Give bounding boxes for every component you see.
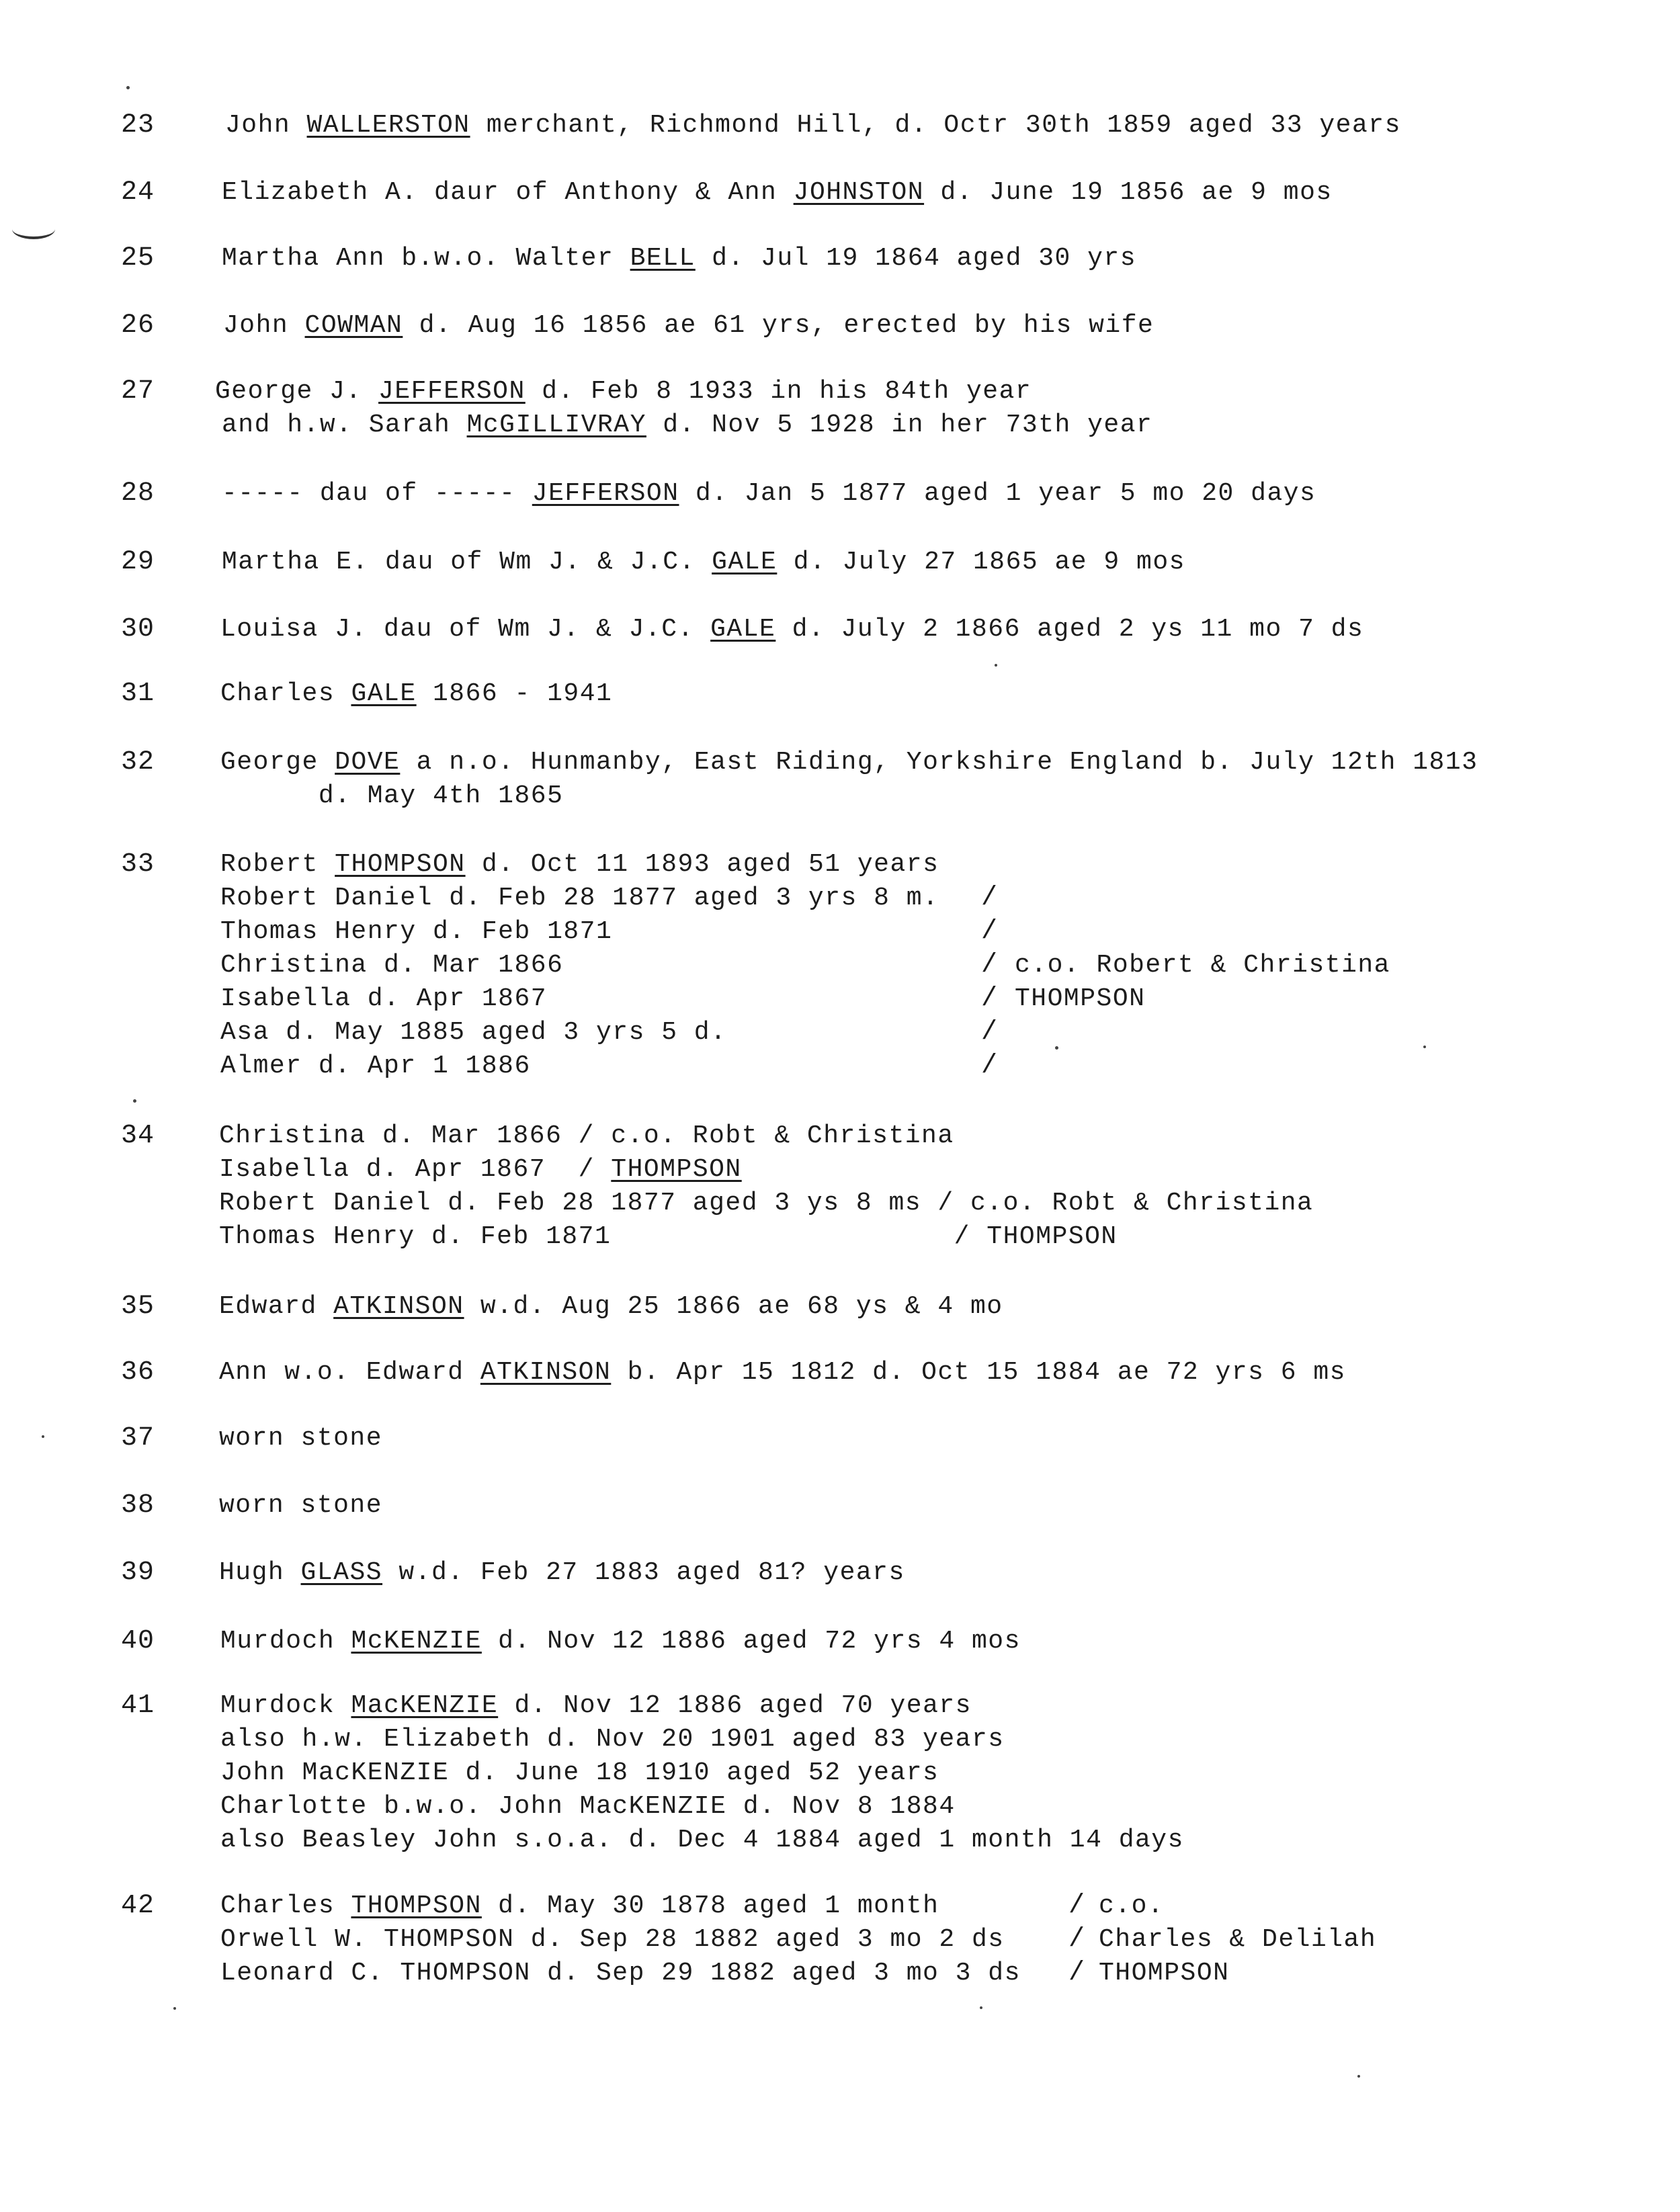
entry-number: 36 bbox=[121, 1357, 155, 1388]
line-text: Hugh bbox=[219, 1558, 301, 1587]
line-text: Murdoch bbox=[220, 1627, 351, 1656]
entry-line bbox=[222, 242, 1136, 275]
entry-line bbox=[220, 1050, 531, 1083]
line-text: John bbox=[223, 311, 305, 340]
surname: JEFFERSON bbox=[378, 377, 526, 406]
entry-line bbox=[215, 375, 1032, 409]
line-text: b. Apr 15 1812 d. Oct 15 1884 ae 72 yrs 6 ms bbox=[611, 1358, 1346, 1387]
entry-line bbox=[219, 1119, 954, 1153]
entry-line bbox=[220, 1756, 939, 1790]
line-text: d. Jul 19 1864 aged 30 yrs bbox=[695, 244, 1137, 273]
entry-line bbox=[222, 546, 1185, 579]
line-text: George bbox=[220, 748, 335, 777]
entry-line bbox=[220, 1923, 1005, 1957]
speck-mark bbox=[980, 2006, 982, 2009]
surname: GALE bbox=[351, 679, 417, 708]
entry-number: 35 bbox=[121, 1291, 155, 1322]
line-text: Almer d. Apr 1 1886 bbox=[220, 1052, 531, 1080]
line-text: d. May 4th 1865 bbox=[220, 781, 564, 810]
entry-line bbox=[220, 1889, 939, 1923]
surname: ATKINSON bbox=[480, 1358, 612, 1387]
entry-number: 24 bbox=[121, 177, 155, 208]
line-text: Charlotte b.w.o. John MacKENZIE d. Nov 8 1884 bbox=[220, 1792, 956, 1821]
entry-line bbox=[220, 882, 939, 915]
surname: BELL bbox=[630, 244, 696, 273]
line-text: Robert Daniel d. Feb 28 1877 aged 3 yrs 8 m. bbox=[220, 884, 939, 912]
line-text: and h.w. Sarah bbox=[222, 411, 467, 439]
speck-mark bbox=[133, 1099, 136, 1103]
line-text: Isabella d. Apr 1867 / bbox=[219, 1155, 612, 1184]
line-text: Martha E. dau of Wm J. & J.C. bbox=[222, 548, 712, 577]
line-text: ----- dau of ----- bbox=[222, 479, 532, 508]
surname: JEFFERSON bbox=[532, 479, 679, 508]
line-text: Isabella d. Apr 1867 bbox=[220, 984, 548, 1013]
entry-line bbox=[220, 677, 612, 711]
entry-number: 39 bbox=[121, 1558, 155, 1588]
entry-line bbox=[222, 176, 1333, 210]
entry-line bbox=[220, 613, 1363, 646]
entry-line bbox=[222, 409, 1152, 442]
line-text: Asa d. May 1885 aged 3 yrs 5 d. bbox=[220, 1018, 727, 1047]
line-text: Charles bbox=[220, 679, 351, 708]
line-text: d. July 27 1865 ae 9 mos bbox=[777, 548, 1185, 577]
surname: ATKINSON bbox=[333, 1292, 464, 1321]
entry-line bbox=[219, 1556, 905, 1590]
entry-number: 32 bbox=[121, 747, 155, 777]
line-text: also h.w. Elizabeth d. Nov 20 1901 aged 83 years bbox=[220, 1725, 1005, 1754]
line-text: w.d. Aug 25 1866 ae 68 ys & 4 mo bbox=[464, 1292, 1003, 1321]
entry-line bbox=[220, 1824, 1184, 1857]
surname: McKENZIE bbox=[351, 1627, 482, 1656]
surname: THOMPSON bbox=[335, 850, 466, 879]
line-text: merchant, Richmond Hill, d. Octr 30th 1859 aged 33 years bbox=[470, 111, 1401, 140]
entry-line bbox=[220, 1625, 1021, 1658]
entry-number: 42 bbox=[121, 1891, 155, 1921]
entry-number: 41 bbox=[121, 1691, 155, 1721]
entry-line bbox=[220, 1016, 726, 1050]
entry-line bbox=[225, 109, 1401, 142]
entry-number: 28 bbox=[121, 478, 155, 509]
line-text: Orwell W. THOMPSON d. Sep 28 1882 aged 3 mo 2 ds bbox=[220, 1925, 1005, 1954]
speck-mark bbox=[173, 2007, 176, 2010]
entry-line bbox=[223, 309, 1154, 343]
family-note: THOMPSON bbox=[1015, 984, 1146, 1013]
line-text: John bbox=[225, 111, 307, 140]
bracket-slash: / bbox=[981, 950, 998, 980]
bracket-slash: / bbox=[981, 917, 998, 947]
surname: GLASS bbox=[300, 1558, 383, 1587]
line-text: Leonard C. THOMPSON d. Sep 29 1882 aged 3 mo 3 ds bbox=[220, 1959, 1021, 1988]
entry-line bbox=[220, 949, 563, 982]
entry-number: 30 bbox=[121, 614, 155, 644]
entry-number: 26 bbox=[121, 310, 155, 341]
line-text: / THOMPSON bbox=[611, 1222, 1118, 1251]
line-text: d. May 30 1878 aged 1 month bbox=[481, 1891, 939, 1920]
line-text: d. Jan 5 1877 aged 1 year 5 mo 20 days bbox=[679, 479, 1316, 508]
family-note: c.o. Robert & Christina bbox=[1015, 951, 1390, 980]
line-text: d. Nov 5 1928 in her 73th year bbox=[646, 411, 1153, 439]
surname: GALE bbox=[712, 548, 778, 577]
line-text: Louisa J. dau of Wm J. & J.C. bbox=[220, 615, 711, 644]
line-text: Murdock bbox=[220, 1691, 351, 1720]
surname: McGILLIVRAY bbox=[466, 411, 646, 439]
line-text: Edward bbox=[219, 1292, 334, 1321]
surname: THOMPSON bbox=[611, 1155, 742, 1184]
line-text: d. July 2 1866 aged 2 ys 11 mo 7 ds bbox=[775, 615, 1364, 644]
entry-line bbox=[219, 1187, 1313, 1220]
line-text: Robert Daniel d. Feb 28 1877 aged 3 ys 8 ms / c.o. Robt & Christina bbox=[219, 1189, 1314, 1218]
entry-line bbox=[219, 1356, 1346, 1390]
entry-number: 33 bbox=[121, 849, 155, 880]
bracket-slash: / bbox=[981, 883, 998, 913]
family-note: THOMPSON bbox=[1099, 1959, 1230, 1988]
speck-mark bbox=[42, 1435, 44, 1438]
line-text: a n.o. Hunmanby, East Riding, Yorkshire England b. July 12th 1813 bbox=[400, 748, 1478, 777]
line-text: Christina d. Mar 1866 / c.o. Robt & Christina bbox=[219, 1121, 954, 1150]
line-text: d. Feb 8 1933 in his 84th year bbox=[525, 377, 1032, 406]
bracket-slash: / bbox=[981, 1017, 998, 1048]
surname: THOMPSON bbox=[351, 1891, 482, 1920]
line-text: Thomas Henry d. Feb 1871 bbox=[219, 1222, 612, 1251]
entry-line bbox=[220, 1689, 972, 1723]
entry-line bbox=[220, 1723, 1005, 1756]
entry-number: 29 bbox=[121, 547, 155, 577]
margin-mark bbox=[12, 219, 55, 239]
speck-mark bbox=[995, 664, 997, 667]
line-text: Martha Ann b.w.o. Walter bbox=[222, 244, 630, 273]
entry-line bbox=[220, 1790, 956, 1824]
bracket-slash: / bbox=[981, 1051, 998, 1081]
entry-line bbox=[220, 915, 612, 949]
entry-number: 27 bbox=[121, 376, 155, 407]
speck-mark bbox=[1423, 1046, 1426, 1048]
speck-mark bbox=[1055, 1046, 1058, 1050]
line-text: Christina d. Mar 1866 bbox=[220, 951, 564, 980]
surname: JOHNSTON bbox=[793, 178, 925, 207]
line-text: worn stone bbox=[219, 1491, 383, 1520]
entry-number: 23 bbox=[121, 110, 155, 140]
line-text: Ann w.o. Edward bbox=[219, 1358, 480, 1387]
entry-line bbox=[220, 848, 939, 882]
line-text: Thomas Henry d. Feb 1871 bbox=[220, 917, 613, 946]
line-text: John MacKENZIE d. June 18 1910 aged 52 years bbox=[220, 1758, 939, 1787]
family-note: Charles & Delilah bbox=[1099, 1925, 1377, 1954]
surname: GALE bbox=[710, 615, 776, 644]
bracket-slash: / bbox=[1068, 1891, 1085, 1921]
line-text: d. Oct 11 1893 aged 51 years bbox=[465, 850, 939, 879]
surname: MacKENZIE bbox=[351, 1691, 499, 1720]
entry-line bbox=[219, 1220, 1118, 1254]
entry-number: 38 bbox=[121, 1490, 155, 1521]
line-text: d. Nov 12 1886 aged 70 years bbox=[498, 1691, 972, 1720]
line-text: George J. bbox=[215, 377, 379, 406]
entry-line bbox=[220, 982, 547, 1016]
bracket-slash: / bbox=[981, 984, 998, 1014]
entry-number: 40 bbox=[121, 1626, 155, 1656]
entry-line bbox=[220, 1957, 1021, 1990]
speck-mark bbox=[1357, 2075, 1360, 2078]
line-text: worn stone bbox=[219, 1424, 383, 1453]
entry-line bbox=[219, 1290, 1003, 1324]
line-text: 1866 - 1941 bbox=[416, 679, 613, 708]
entry-line bbox=[222, 477, 1316, 511]
line-text: d. Aug 16 1856 ae 61 yrs, erected by his wife bbox=[403, 311, 1154, 340]
line-text: Charles bbox=[220, 1891, 351, 1920]
line-text: Elizabeth A. daur of Anthony & Ann bbox=[222, 178, 794, 207]
entry-number: 25 bbox=[121, 243, 155, 273]
speck-mark bbox=[126, 86, 130, 89]
entry-line bbox=[219, 1422, 382, 1455]
surname: WALLERSTON bbox=[306, 111, 470, 140]
entry-line bbox=[220, 746, 1478, 779]
surname: DOVE bbox=[335, 748, 401, 777]
entry-number: 37 bbox=[121, 1423, 155, 1453]
line-text: w.d. Feb 27 1883 aged 81? years bbox=[382, 1558, 905, 1587]
family-note: c.o. bbox=[1099, 1891, 1165, 1920]
entry-number: 34 bbox=[121, 1121, 155, 1151]
line-text: d. Nov 12 1886 aged 72 yrs 4 mos bbox=[481, 1627, 1021, 1656]
bracket-slash: / bbox=[1068, 1924, 1085, 1955]
entry-number: 31 bbox=[121, 679, 155, 709]
entry-line bbox=[219, 1153, 742, 1187]
bracket-slash: / bbox=[1068, 1958, 1085, 1988]
line-text: d. June 19 1856 ae 9 mos bbox=[924, 178, 1333, 207]
surname: COWMAN bbox=[304, 311, 403, 340]
line-text: also Beasley John s.o.a. d. Dec 4 1884 aged 1 month 14 days bbox=[220, 1826, 1184, 1855]
line-text: Robert bbox=[220, 850, 335, 879]
entry-line bbox=[219, 1489, 382, 1523]
entry-line bbox=[220, 779, 563, 813]
